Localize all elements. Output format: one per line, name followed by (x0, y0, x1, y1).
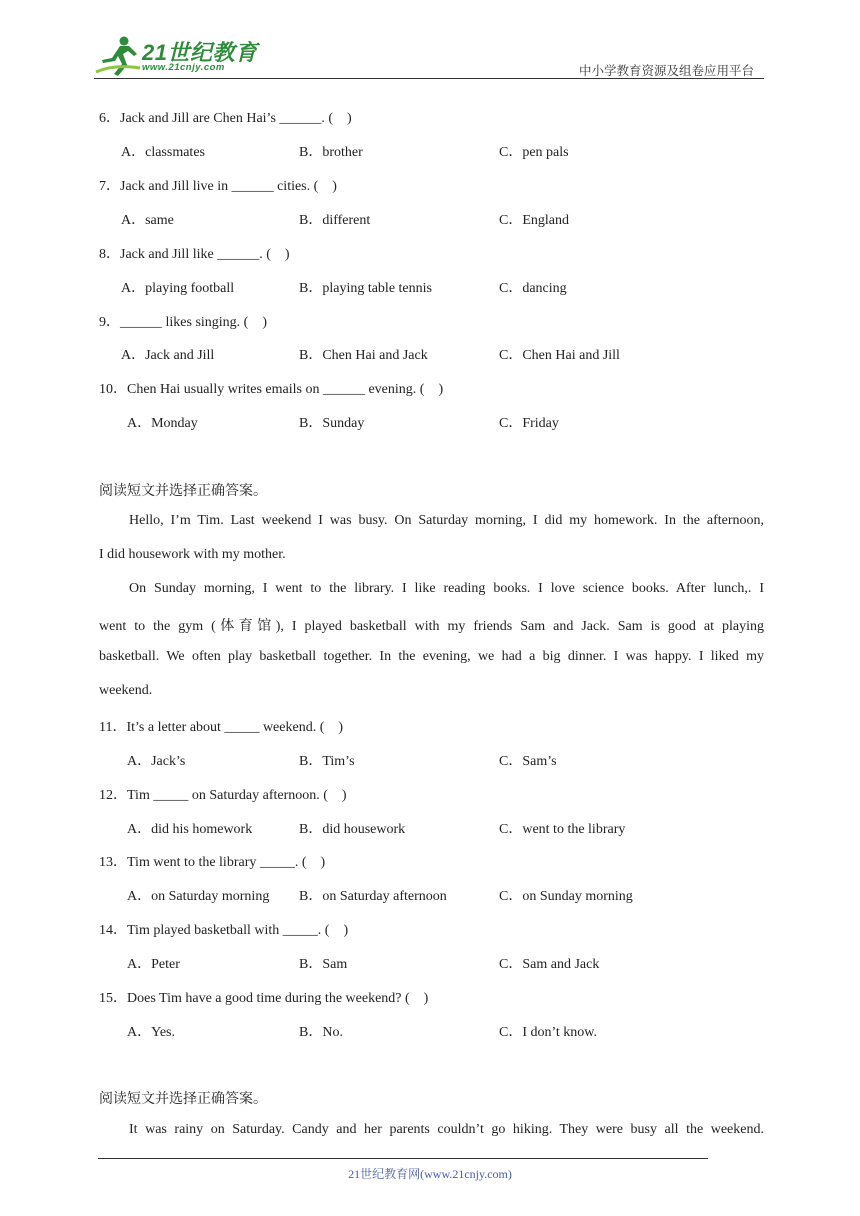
option-b: B．on Saturday afternoon (299, 889, 447, 904)
option-b: B．Sam (299, 957, 348, 972)
option-c: C．pen pals (499, 145, 569, 160)
question-stem: 10．Chen Hai usually writes emails on ______ evening. ( ) (99, 382, 444, 397)
option-c: C．England (499, 213, 569, 228)
passage-line: On Sunday morning, I went to the library. I like reading books. I love science books. After lunch,. I (129, 581, 764, 596)
passage-line: I did housework with my mother. (99, 547, 286, 562)
option-c: C．Sam and Jack (499, 957, 600, 972)
question-stem: 14．Tim played basketball with _____. ( ) (99, 923, 349, 938)
option-b: B．did housework (299, 822, 406, 837)
option-b: B．different (299, 213, 371, 228)
option-c: C．went to the library (499, 822, 626, 837)
passage-line: Hello, I’m Tim. Last weekend I was busy. On Saturday morning, I did my homework. In the afternoon, (129, 513, 764, 528)
section-instruction: 阅读短文并选择正确答案。 (99, 1092, 267, 1107)
logo (94, 34, 264, 78)
option-b: B．No. (299, 1025, 343, 1040)
question-stem: 9．______ likes singing. ( ) (99, 315, 267, 330)
passage-line: basketball. We often play basketball together. In the evening, we had a big dinner. I was happy. I liked my (99, 649, 764, 664)
passage-line: went to the gym (体育馆), I played basketball with my friends Sam and Jack. Sam is good at playing (99, 619, 764, 634)
footer-text: 21世纪教育网(www.21cnjy.com) (348, 1167, 512, 1181)
option-a: A．same (121, 213, 174, 228)
logo-text: 21世纪教育 (142, 40, 258, 65)
option-a: A．did his homework (127, 822, 253, 837)
option-a: A．on Saturday morning (127, 889, 270, 904)
option-c: C．Friday (499, 416, 559, 431)
question-stem: 15．Does Tim have a good time during the weekend? ( ) (99, 991, 429, 1006)
option-c: C．Sam’s (499, 754, 557, 769)
passage-line: weekend. (99, 683, 153, 698)
question-stem: 8．Jack and Jill like ______. ( ) (99, 247, 290, 262)
runner-logo-icon (94, 34, 142, 78)
option-a: A．Peter (127, 957, 180, 972)
question-stem: 7．Jack and Jill live in ______ cities. ( ) (99, 179, 337, 194)
question-stem: 13．Tim went to the library _____. ( ) (99, 855, 326, 870)
logo-url: www.21cnjy.com (142, 62, 225, 73)
option-b: B．brother (299, 145, 363, 160)
option-a: A．Yes. (127, 1025, 175, 1040)
option-c: C．Chen Hai and Jill (499, 348, 620, 363)
option-a: A．Jack’s (127, 754, 186, 769)
option-c: C．I don’t know. (499, 1025, 597, 1040)
option-c: C．on Sunday morning (499, 889, 633, 904)
option-b: B．playing table tennis (299, 281, 432, 296)
option-b: B．Tim’s (299, 754, 355, 769)
option-c: C．dancing (499, 281, 567, 296)
option-b: B．Sunday (299, 416, 365, 431)
header-platform-text: 中小学教育资源及组卷应用平台 (578, 64, 754, 78)
passage-line: It was rainy on Saturday. Candy and her parents couldn’t go hiking. They were busy all the weekend. (129, 1122, 764, 1137)
option-a: A．Monday (127, 416, 198, 431)
option-a: A．Jack and Jill (121, 348, 215, 363)
section-instruction: 阅读短文并选择正确答案。 (99, 484, 267, 499)
option-a: A．classmates (121, 145, 205, 160)
question-stem: 11．It’s a letter about _____ weekend. ( ) (99, 720, 344, 735)
page-header (0, 0, 860, 82)
option-b: B．Chen Hai and Jack (299, 348, 428, 363)
footer-divider (98, 1158, 708, 1159)
question-stem: 12．Tim _____ on Saturday afternoon. ( ) (99, 788, 347, 803)
option-a: A．playing football (121, 281, 235, 296)
question-stem: 6．Jack and Jill are Chen Hai’s ______. ( ) (99, 111, 352, 126)
header-divider (94, 78, 764, 79)
